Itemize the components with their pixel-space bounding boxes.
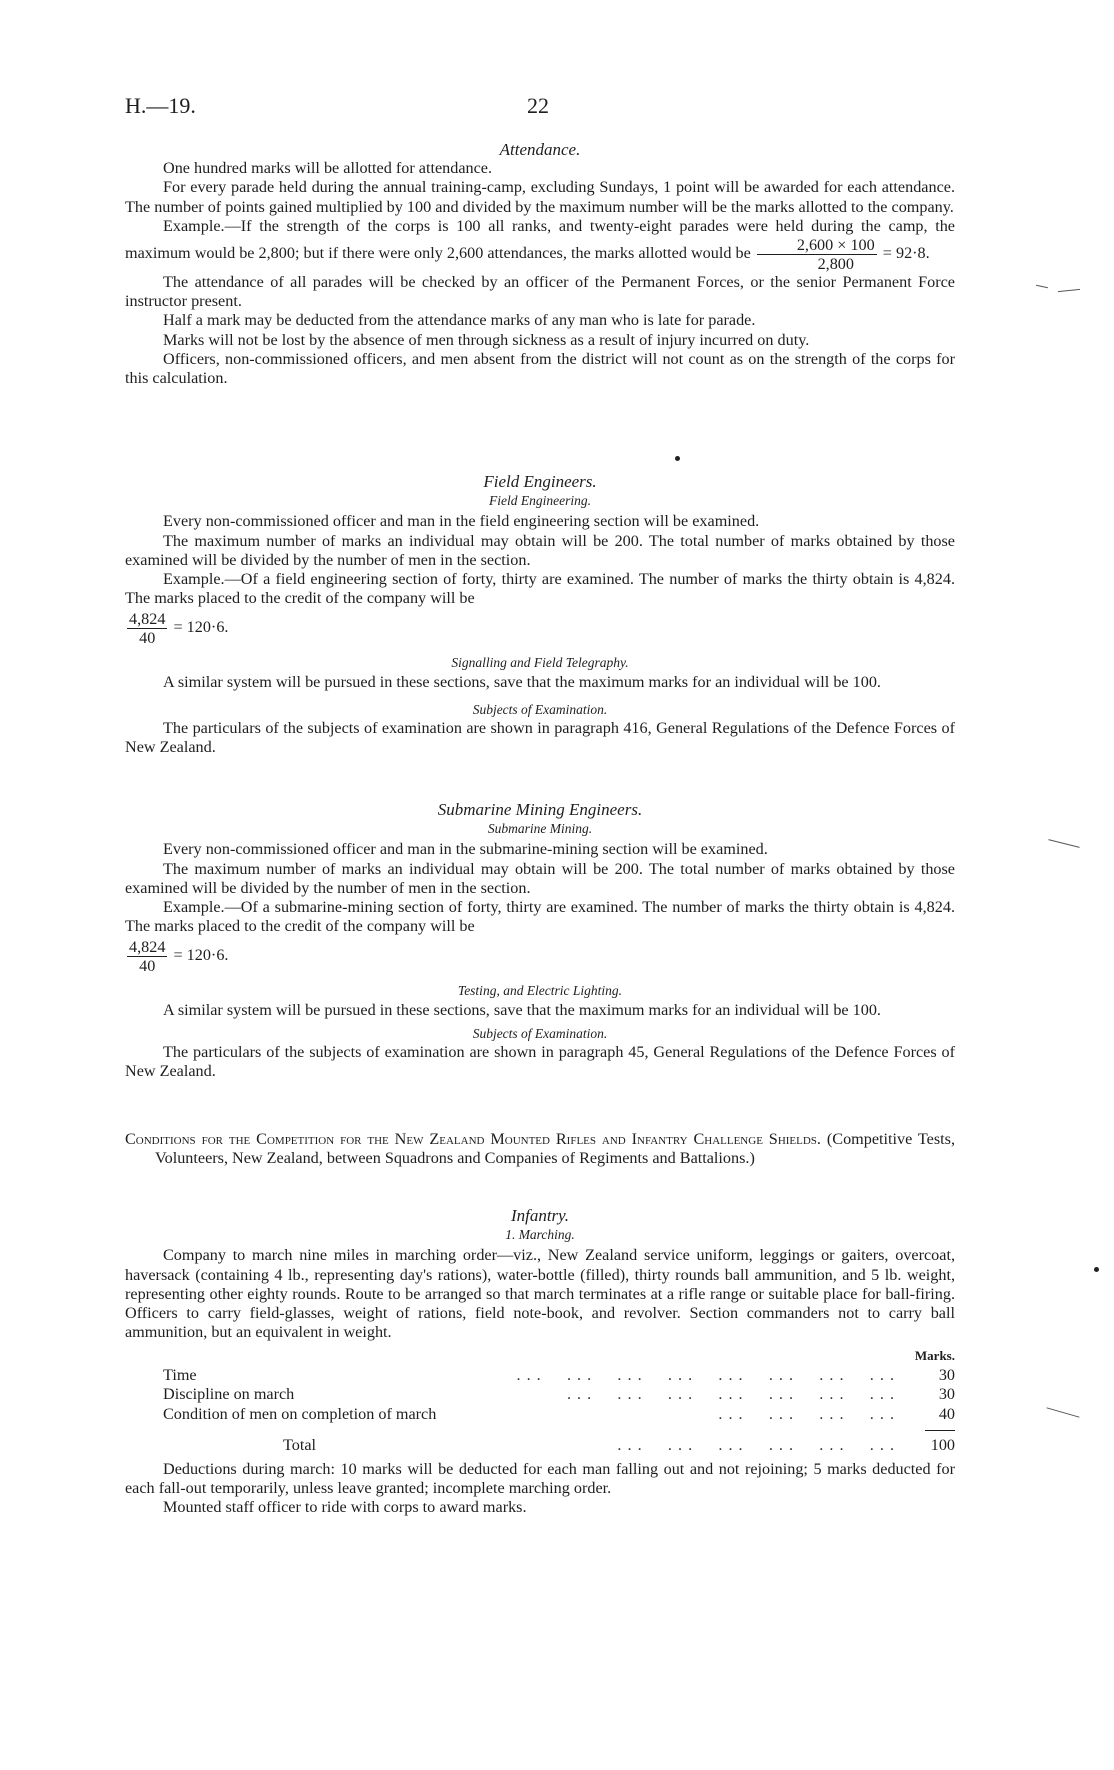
document-reference: H.—19. [125,93,196,118]
infantry-section [125,1206,955,1517]
submarine-subjects-subheading: Subjects of Examination. [472,1025,608,1041]
marks-row: . . . . . . . . . . . . . . . . . . . . . . . . Time 30 [163,1365,955,1384]
field-paragraph-2: The maximum number of marks an individual may obtain will be 200. The total number of marks obtained by those examined will be divided by the number of men in the section. [125,531,955,569]
attendance-paragraph-7: Officers, non-commissioned officers, and men absent from the district will not count as on the strength of the corps for this calculation. [125,349,955,388]
marks-row-value: 30 [938,1365,955,1384]
marks-column-header: Marks. [914,1348,955,1364]
testing-subheading: Testing, and Electric Lighting. [457,983,623,999]
attendance-paragraph-2: For every parade held during the annual training-camp, excluding Sundays, 1 point will be awarded for each attendance. The number of points gained multiplied by 100 and divided by the maximum number will be the marks allotted to the company. [125,178,955,216]
signalling-subheading: Signalling and Field Telegraphy. [451,655,629,671]
total-rule [925,1430,955,1431]
submarine-example: Example.—Of a submarine-mining section of forty, thirty are examined. The number of marks the thirty obtain is 4,824. The marks placed to the credit of the company will be [125,898,955,936]
fraction-result: = 120·6. [173,618,229,637]
field-example: Example.—Of a field engineering section of forty, thirty are examined. The number of marks the thirty obtain is 4,824. The marks placed to the credit of the company will be [125,570,955,608]
margin-mark [1036,285,1048,288]
margin-mark [1058,289,1080,292]
field-engineers-section [125,472,955,757]
marching-paragraph: Company to march nine miles in marching order—viz., New Zealand service uniform, leggings or gaiters, overcoat, haversack (containing 4 lb., representing day's rations), water-bottle (filled), thirty rounds ball ammunition, and 5 lb. weight, representing other eighty rounds. Route to be arranged so that march terminates at a rifle range or suitable place for ball-firing. Officers to carry field-glasses, weight of rations, field note-book, and revolver. Section commanders not to carry ball ammunition, but an equivalent in weight. [125,1246,955,1342]
marks-total-value: 100 [930,1436,955,1455]
fraction-result: = 120·6. [173,946,229,965]
submarine-mining-section [125,800,955,1081]
attendance-section [125,140,955,388]
submarine-subjects-paragraph: The particulars of the subjects of examination are shown in paragraph 45, General Regulations of the Defence Forces of New Zealand. [125,1043,955,1081]
attendance-paragraph-5: Half a mark may be deducted from the attendance marks of any man who is late for parade. [163,311,756,330]
ink-speck [1094,1267,1099,1272]
marks-row: . . . . . . . . . . . . Condition of men on completion of march 40 [163,1404,955,1423]
marching-subheading: 1. Marching. [505,1227,575,1243]
field-paragraph-1: Every non-commissioned officer and man in the field engineering section will be examined. [163,512,760,531]
field-subjects-subheading: Subjects of Examination. [472,701,608,717]
fraction-denominator: 2,800 [817,255,854,274]
fraction-denominator: 40 [139,629,156,648]
challenge-shields-conditions-heading [125,1130,955,1168]
field-fraction [127,610,167,647]
margin-mark [1048,839,1079,848]
submarine-fraction-line [125,938,955,975]
attendance-heading: Attendance. [499,140,581,159]
ink-speck [675,456,680,461]
total-rule-container [163,1424,955,1436]
attendance-example [125,217,955,273]
marks-row-value: 40 [938,1404,955,1423]
fraction-numerator: 4,824 [129,938,166,957]
submarine-fraction [127,938,167,975]
marks-row: . . . . . . . . . . . . . . . . . . . . . Discipline on march 30 [163,1385,955,1404]
submarine-paragraph-1: Every non-commissioned officer and man in the submarine-mining section will be examined. [163,840,768,859]
marks-row-label: Time [163,1366,203,1385]
field-engineers-heading: Field Engineers. [483,472,597,491]
field-fraction-line [125,610,955,647]
fraction-numerator: 2,600 × 100 [757,236,877,255]
testing-paragraph: A similar system will be pursued in these sections, save that the maximum marks for an individual will be 100. [163,1000,881,1019]
submarine-paragraph-2: The maximum number of marks an individual may obtain will be 200. The total number of marks obtained by those examined will be divided by the number of men in the section. [125,859,955,897]
fraction-result: = 92·8. [882,244,930,263]
infantry-heading: Infantry. [510,1206,570,1225]
marks-total-label: Total [283,1436,324,1455]
marks-row-label: Condition of men on completion of march [163,1405,442,1424]
staff-officer-paragraph: Mounted staff officer to ride with corps to award marks. [163,1498,527,1517]
attendance-example-text: Example.—If the strength of the corps is 100 all ranks, and twenty-eight parades were held during the camp, the maximum would be 2,800; but if there were only 2,600 attendances, the marks allotted would be [125,216,955,263]
fraction-numerator: 4,824 [129,610,166,629]
marks-row-value: 30 [938,1385,955,1404]
attendance-paragraph-4: The attendance of all parades will be checked by an officer of the Permanent Forces, or the senior Permanent Force instructor present. [125,273,955,311]
attendance-fraction [757,236,877,273]
fraction-denominator: 40 [139,957,156,976]
margin-mark [1047,1407,1080,1417]
signalling-paragraph: A similar system will be pursued in these sections, save that the maximum marks for an individual will be 100. [163,672,881,691]
marks-total-row: . . . . . . . . . . . . . . . . . . Total 100 [283,1436,955,1455]
submarine-heading: Submarine Mining Engineers. [437,800,643,819]
conditions-heading-caps: Conditions for the Competition for the New Zealand Mounted Rifles and Infantry Challenge Shields. [125,1130,821,1148]
marks-table [163,1346,955,1455]
attendance-paragraph-6: Marks will not be lost by the absence of men through sickness as a result of injury incurred on duty. [163,330,810,349]
field-subjects-paragraph: The particulars of the subjects of examination are shown in paragraph 416, General Regulations of the Defence Forces of New Zealand. [125,719,955,757]
conditions-heading-rest: (Competitive Tests, Volunteers, New Zealand, between Squadrons and Companies of Regiments and Battalions.) [155,1130,955,1168]
page-number: 22 [527,93,549,118]
attendance-paragraph-1: One hundred marks will be allotted for attendance. [163,159,493,178]
field-engineering-subheading: Field Engineering. [489,493,591,509]
marks-row-label: Discipline on march [163,1385,300,1404]
deductions-paragraph: Deductions during march: 10 marks will be deducted for each man falling out and not rejoining; 5 marks deducted for each fall-out temporarily, unless leave granted; incomplete marching order. [125,1459,955,1497]
submarine-subheading: Submarine Mining. [487,821,593,837]
